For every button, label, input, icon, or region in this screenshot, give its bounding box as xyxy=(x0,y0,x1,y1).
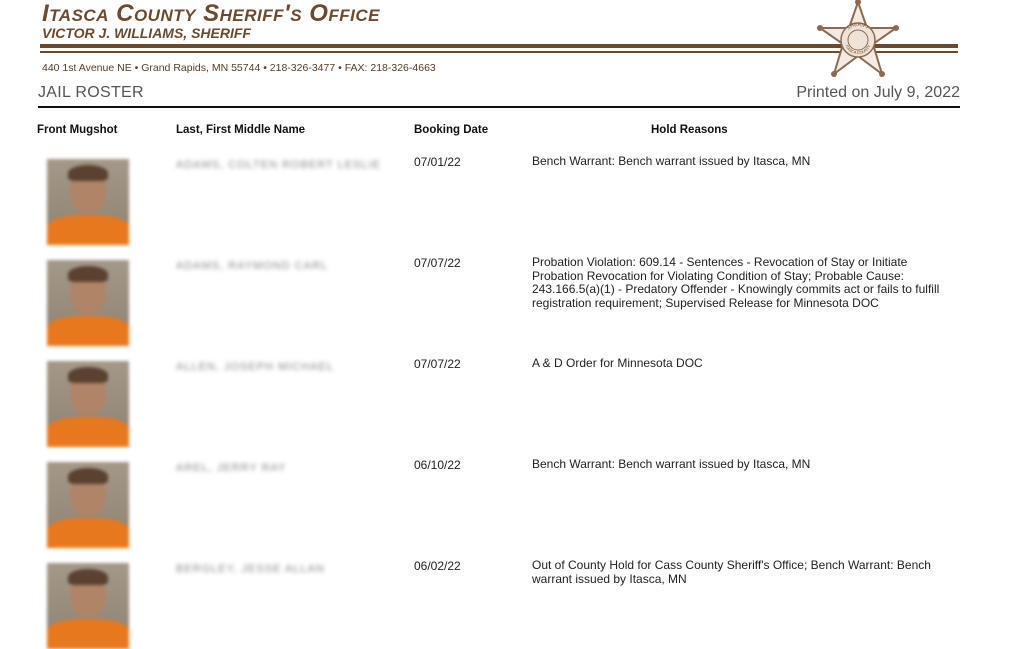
inmate-name: BERGLEY, JESSE ALLAN xyxy=(176,563,325,575)
printed-date: Printed on July 9, 2022 xyxy=(796,84,960,101)
mugshot-photo xyxy=(47,159,129,245)
roster-title: JAIL ROSTER xyxy=(38,84,144,101)
mugshot-photo xyxy=(47,361,129,447)
sheriff-name: VICTOR J. WILLIAMS, SHERIFF xyxy=(42,25,251,41)
booking-date: 07/07/22 xyxy=(414,256,461,270)
column-header-name: Last, First Middle Name xyxy=(176,124,306,136)
hold-reason: Bench Warrant: Bench warrant issued by Itasca, MN xyxy=(532,154,811,168)
mugshot-photo xyxy=(47,462,129,548)
mugshot-photo xyxy=(47,563,129,649)
mugshot-photo xyxy=(47,260,129,346)
inmate-name: ALLEN, JOSEPH MICHAEL xyxy=(176,361,334,373)
hold-reason: A & D Order for Minnesota DOC xyxy=(532,356,703,370)
booking-date: 07/07/22 xyxy=(414,357,461,371)
hold-reason: Bench Warrant: Bench warrant issued by Itasca, MN xyxy=(532,457,811,471)
office-address: 440 1st Avenue NE • Grand Rapids, MN 55744 • 218-326-3477 • FAX: 218-326-4663 xyxy=(42,62,436,74)
column-header-booking-date: Booking Date xyxy=(414,124,489,136)
column-header-mugshot: Front Mugshot xyxy=(37,124,118,136)
badge-bottom-text: ITASCA COUNTY xyxy=(844,43,872,56)
sheriff-star-badge-icon xyxy=(800,0,916,80)
column-header-hold-reasons: Hold Reasons xyxy=(651,124,728,136)
inmate-name: ADAMS, RAYMOND CARL xyxy=(176,260,329,272)
booking-date: 07/01/22 xyxy=(414,155,461,169)
hold-reason: Probation Violation: 609.14 - Sentences - Revocation of Stay or Initiate Probation Revocation for Violating Condition of Stay; Probable Cause: 243.166.5(a)(1) - Predatory Offender - Knowingly commits act or fails to fulfill registration requirement; Supervised Release for Minnesota DOC xyxy=(532,255,940,310)
office-title: Itasca County Sheriff's Office xyxy=(42,0,381,27)
inmate-name: ADAMS, COLTEN ROBERT LESLIE xyxy=(176,159,381,171)
inmate-name: AREL, JERRY RAY xyxy=(176,462,287,474)
badge-top-text: SHERIFF xyxy=(845,21,871,32)
booking-date: 06/10/22 xyxy=(414,458,461,472)
hold-reason: Out of County Hold for Cass County Sheriff's Office; Bench Warrant: Bench warrant issued by Itasca, MN xyxy=(532,558,931,586)
roster-rule xyxy=(38,106,960,108)
booking-date: 06/02/22 xyxy=(414,559,461,573)
